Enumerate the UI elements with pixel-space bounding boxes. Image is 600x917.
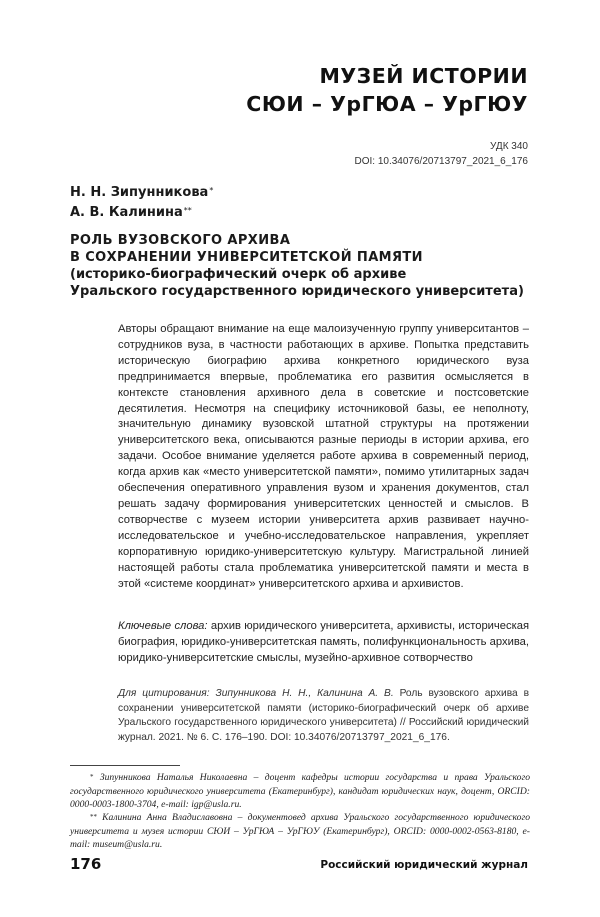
author-1-footnote-mark: *: [209, 186, 214, 195]
citation-text: Роль вузовского архива в сохранении университетской памяти (историко-биографический очерк об архиве Уральского государственного юридического университета) // Российский юридический журнал. 2021. № 6. С. 176–190. DOI: 10.34076/20713797_2021_6_176.: [118, 688, 529, 743]
article-title: [70, 232, 540, 300]
subtitle-line1: (историко-биографический очерк об архиве: [70, 267, 407, 282]
journal-name: Российский юридический журнал: [320, 859, 528, 871]
title-line2: В СОХРАНЕНИИ УНИВЕРСИТЕТСКОЙ ПАМЯТИ: [70, 250, 423, 265]
section-heading-line1: МУЗЕЙ ИСТОРИИ: [319, 64, 528, 88]
keywords-text: архив юридического университета, архивисты, историческая биография, юридико-университетская память, полифункциональность архива, юридико-университетские смыслы, музейно-архивное сотворчество: [118, 620, 529, 664]
keywords-label: Ключевые слова:: [118, 620, 208, 632]
title-line1: РОЛЬ ВУЗОВСКОГО АРХИВА: [70, 233, 291, 248]
doi-code: DOI: 10.34076/20713797_2021_6_176: [354, 156, 528, 167]
section-heading-line2: СЮИ – УрГЮА – УрГЮУ: [246, 92, 528, 116]
section-heading: [246, 62, 528, 118]
author-2: [70, 203, 213, 223]
footnote-1: [70, 771, 530, 812]
subtitle-line2: Уральского государственного юридического университета): [70, 284, 524, 299]
author-1: [70, 183, 213, 203]
citation-label: Для цитирования: Зипунникова Н. Н., Калинина А. В.: [118, 688, 394, 699]
keywords: [118, 619, 529, 667]
article-meta: [355, 139, 529, 169]
author-list: [70, 183, 213, 223]
footnote-2-mark: **: [90, 813, 97, 821]
udk-code: УДК 340: [490, 141, 528, 152]
citation: [118, 687, 529, 745]
footnote-divider: [70, 765, 180, 766]
footnote-1-mark: *: [90, 773, 94, 781]
footnote-2-text: Калинина Анна Владиславовна – документовед архива Уральского государственного юридического университета и музея истории СЮИ – УрГЮА – УрГЮУ (Екатеринбург), ORCID: 0000-0002-0563-8180, e-mail: museum@usla.ru.: [70, 812, 530, 851]
page-number: 176: [70, 855, 102, 873]
footnote-2: [70, 811, 530, 852]
footnote-1-text: Зипунникова Наталья Николаевна – доцент кафедры истории государства и права Уральского государственного юридического университета (Екатеринбург), кандидат юридических наук, доцент, ORCID: 0000-0003-1800-3704, e-mail: igp@usla.ru.: [70, 772, 530, 811]
author-2-name: А. В. Калинина: [70, 205, 183, 220]
abstract: Авторы обращают внимание на еще малоизученную группу университантов – сотрудников вуза, в частности работающих в архиве. Попытка представить историческую биографию архива конкретного юридического вуза предпринимается впервые, проблематика его развития осмысляется в контексте становления архивного дела в советские и постсоветские десятилетия. Несмотря на специфику источниковой базы, ее неполноту, значительную динамику вузовской штатной структуры на протяжении университетского века, описываются разные периоды в истории архива, его задачи. Особое внимание уделяется работе архива в современный период, когда архив как «место университетской памяти», помимо утилитарных задач обеспечения оперативного управления вузом и хранения документов, стал решать задачу формирования университетских ценностей и смыслов. В сотворчестве с музеем истории университета архив развивает научно-исследовательское и учебно-исследовательское направления, укрепляет корпоративную юридико-университетскую культуру. Магистральной линией настоящей работы стала проблематика университетской памяти и места в этой «системе координат» университетского архива и архивистов.: [118, 323, 529, 590]
author-1-name: Н. Н. Зипунникова: [70, 185, 209, 200]
author-2-footnote-mark: **: [183, 206, 192, 215]
